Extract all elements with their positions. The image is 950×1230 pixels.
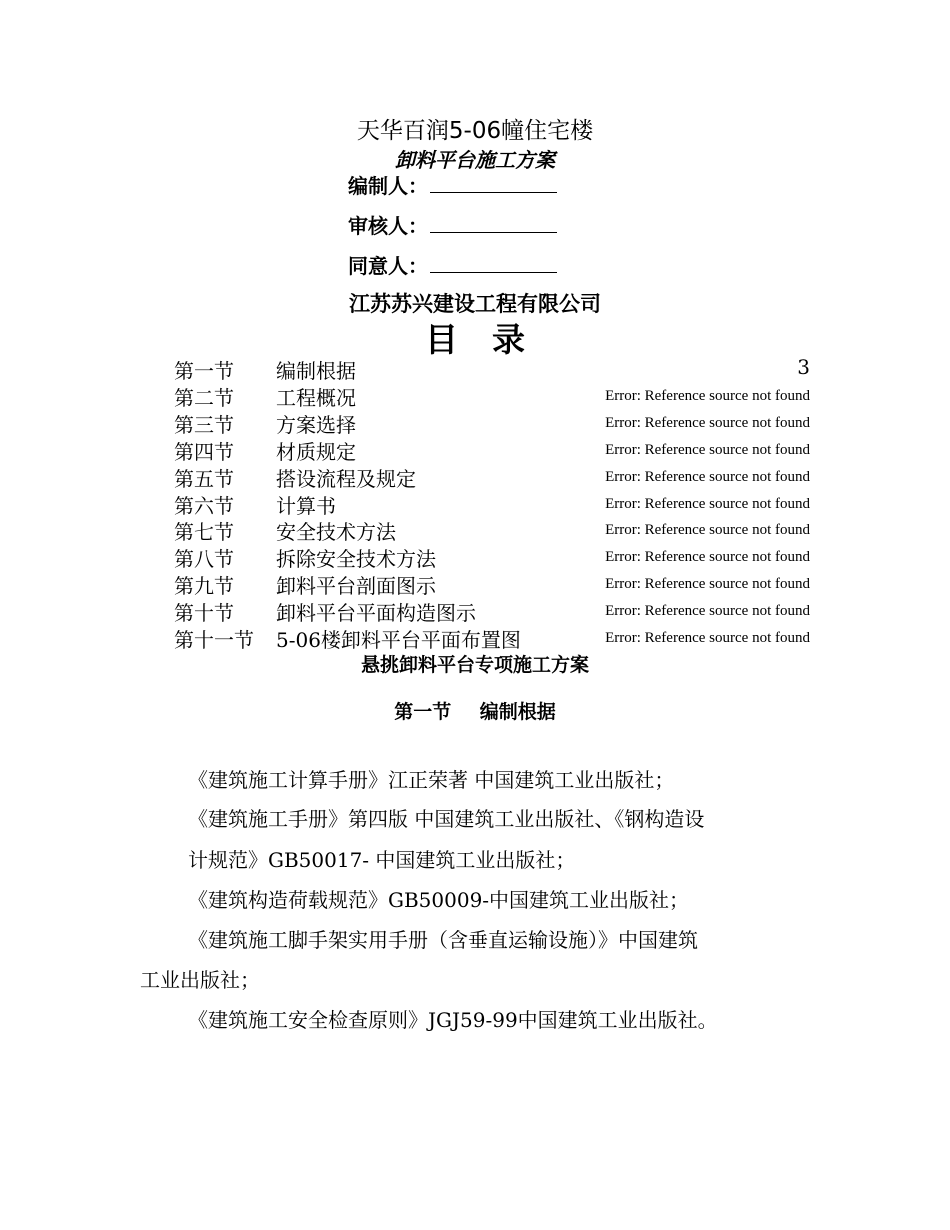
toc-title: 目录	[425, 320, 559, 359]
toc-section-name: 卸料平台平面构造图示	[276, 601, 476, 626]
approver-signature-line	[430, 254, 557, 273]
toc-section-name: 方案选择	[276, 412, 356, 437]
toc-section-number: 第十节	[174, 601, 234, 626]
toc-row[interactable]	[174, 516, 810, 543]
toc-row[interactable]	[174, 409, 810, 436]
reviewer-signature-line	[430, 214, 557, 233]
toc-section-name: 搭设流程及规定	[276, 466, 416, 491]
reference-line-4: 《建筑构造荷载规范》GB50009-中国建筑工业出版社；	[188, 888, 690, 912]
toc-page-reference: Error: Reference source not found	[605, 549, 810, 566]
toc-row[interactable]	[174, 624, 810, 651]
toc-section-number: 第十一节	[174, 628, 254, 652]
toc-row[interactable]	[174, 382, 810, 409]
toc-section-name: 材质规定	[276, 439, 356, 464]
reviewer-signature-row	[348, 210, 557, 239]
toc-page-reference: Error: Reference source not found	[605, 387, 810, 404]
compiler-label: 编制人：	[348, 174, 428, 198]
toc-page-reference: 3	[797, 355, 810, 379]
toc-section-number: 第七节	[174, 520, 234, 545]
toc-section-number: 第八节	[174, 547, 234, 572]
toc-page-reference: Error: Reference source not found	[605, 576, 810, 593]
toc-section-number: 第六节	[174, 493, 234, 518]
toc-section-number: 第三节	[174, 412, 234, 437]
toc-row[interactable]	[174, 355, 810, 382]
compiler-signature-row	[348, 170, 557, 199]
toc-section-name: 计算书	[276, 493, 336, 518]
toc-section-name: 工程概况	[276, 385, 356, 410]
reference-line-6: 工业出版社；	[140, 968, 260, 992]
toc-page-reference: Error: Reference source not found	[605, 414, 810, 431]
toc-page-reference: Error: Reference source not found	[605, 468, 810, 485]
toc-section-number: 第一节	[174, 359, 234, 383]
toc-section-name: 编制根据	[276, 359, 356, 383]
toc-page-reference: Error: Reference source not found	[605, 603, 810, 620]
toc-section-number: 第九节	[174, 574, 234, 599]
toc-page-reference: Error: Reference source not found	[605, 522, 810, 539]
toc-row[interactable]	[174, 597, 810, 624]
toc-row[interactable]	[174, 543, 810, 570]
project-title: 天华百润5-06幢住宅楼	[356, 118, 594, 144]
section-heading: 悬挑卸料平台专项施工方案	[360, 654, 589, 676]
reference-line-3: 计规范》GB50017- 中国建筑工业出版社；	[188, 848, 576, 872]
reviewer-label: 审核人：	[348, 214, 428, 238]
toc-row[interactable]	[174, 436, 810, 463]
company-name: 江苏苏兴建设工程有限公司	[349, 292, 601, 316]
toc-row[interactable]	[174, 490, 810, 517]
section-subheading: 第一节 编制根据	[394, 701, 556, 723]
toc-row[interactable]	[174, 570, 810, 597]
reference-line-1: 《建筑施工计算手册》江正荣著 中国建筑工业出版社；	[188, 768, 675, 792]
toc-section-number: 第二节	[174, 385, 234, 410]
plan-subtitle: 卸料平台施工方案	[395, 148, 555, 172]
reference-line-2: 《建筑施工手册》第四版 中国建筑工业出版社、《钢构造设	[188, 807, 705, 831]
toc-row[interactable]	[174, 463, 810, 490]
toc-section-name: 卸料平台剖面图示	[276, 574, 436, 599]
toc-section-number: 第五节	[174, 466, 234, 491]
approver-label: 同意人：	[348, 254, 428, 278]
toc-section-number: 第四节	[174, 439, 234, 464]
toc-section-name: 5-06楼卸料平台平面布置图	[276, 628, 521, 652]
toc-page-reference: Error: Reference source not found	[605, 441, 810, 458]
compiler-signature-line	[430, 174, 557, 193]
reference-line-7: 《建筑施工安全检查原则》JGJ59-99中国建筑工业出版社。	[188, 1008, 718, 1032]
toc-section-name: 安全技术方法	[276, 520, 396, 545]
approver-signature-row	[348, 250, 557, 279]
reference-line-5: 《建筑施工脚手架实用手册（含垂直运输设施）》中国建筑	[188, 928, 698, 952]
toc-page-reference: Error: Reference source not found	[605, 630, 810, 646]
toc-page-reference: Error: Reference source not found	[605, 495, 810, 512]
toc-section-name: 拆除安全技术方法	[276, 547, 436, 572]
